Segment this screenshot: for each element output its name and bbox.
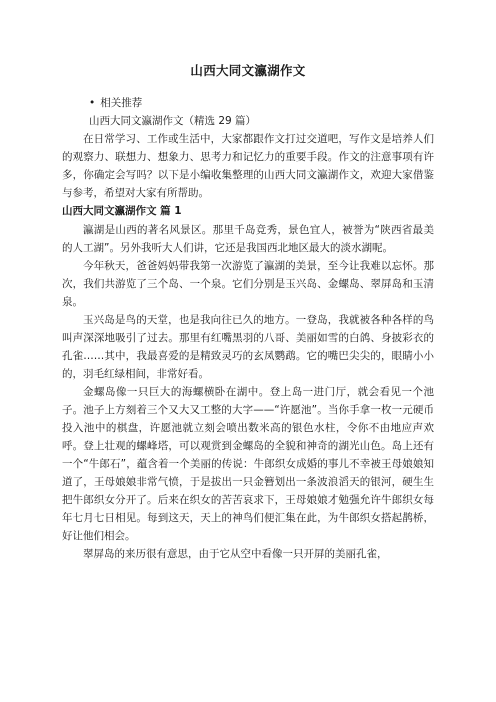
related-label: 相关推荐 xyxy=(100,97,143,109)
bullet-icon: • xyxy=(89,97,96,109)
body-paragraph: 金螺岛像一只巨大的海螺横卧在湖中。登上岛一进门厅，就会看见一个池子。池子上方刻着三个又大又工整的大字——“许愿池”。当你手拿一枚一元硬币投入池中的棋盘，许愿池就立刻会喷出数米高的银色水柱，令你不由地应声欢呼。登上壮观的螺峰塔，可以观赏到金螺岛的全貌和神奇的湖光山色。岛上还有一个“牛郎石”，蕴含着一个美丽的传说：牛郎织女成婚的事儿不幸被王母娘娘知道了，王母娘娘非常气愤，于是拔出一只金簪划出一条波浪滔天的银河，硬生生把牛郎织女分开了。后来在织女的苦苦哀求下，王母娘娘才勉强允许牛郎织女每年七月七日相见。每到这天，天上的神鸟们便汇集在此，为牛郎织女搭起鹊桥，好让他们相会。 xyxy=(62,386,434,542)
body-paragraph: 今年秋天，爸爸妈妈带我第一次游览了瀛湖的美景，至今让我难以忘怀。那次，我们共游览了三个岛、一个泉。它们分别是玉兴岛、金螺岛、翠屏岛和玉清泉。 xyxy=(62,260,434,308)
document-title: 山西大同文瀛湖作文 xyxy=(190,63,306,78)
related-link[interactable] xyxy=(62,94,434,112)
body-paragraph: 翠屏岛的来历很有意思，由于它从空中看像一只开屏的美丽孔雀， xyxy=(83,548,388,560)
body-paragraph: 玉兴岛是鸟的天堂，也是我向往已久的地方。一登岛，我就被各种各样的鸟叫声深深地吸引了过去。那里有红嘴黑羽的八哥、美丽如雪的白鸽、身披彩衣的孔雀……其中，我最喜爱的是精致灵巧的玄凤鹦鹉。它的嘴巴尖尖的，眼睛小小的，羽毛红绿相间，非常好看。 xyxy=(62,314,434,380)
body-paragraph: 瀛湖是山西的著名风景区。那里千岛竞秀，景色宜人，被誉为“陕西省最美的人工湖”。另外我听大人们讲，它还是我国西北地区最大的淡水湖呢。 xyxy=(62,224,434,254)
section-heading: 山西大同文瀛湖作文 篇 1 xyxy=(62,205,182,217)
intro-paragraph: 在日常学习、工作或生活中，大家都跟作文打过交道吧，写作文是培养人们的观察力、联想力、想象力、思考力和记忆力的重要手段。作文的注意事项有许多，你确定会写吗？以下是小编收集整理的山西大同文瀛湖作文，欢迎大家借鉴与参考，希望对大家有所帮助。 xyxy=(62,133,434,199)
document-subtitle: 山西大同文瀛湖作文（精选 29 篇） xyxy=(89,115,257,127)
